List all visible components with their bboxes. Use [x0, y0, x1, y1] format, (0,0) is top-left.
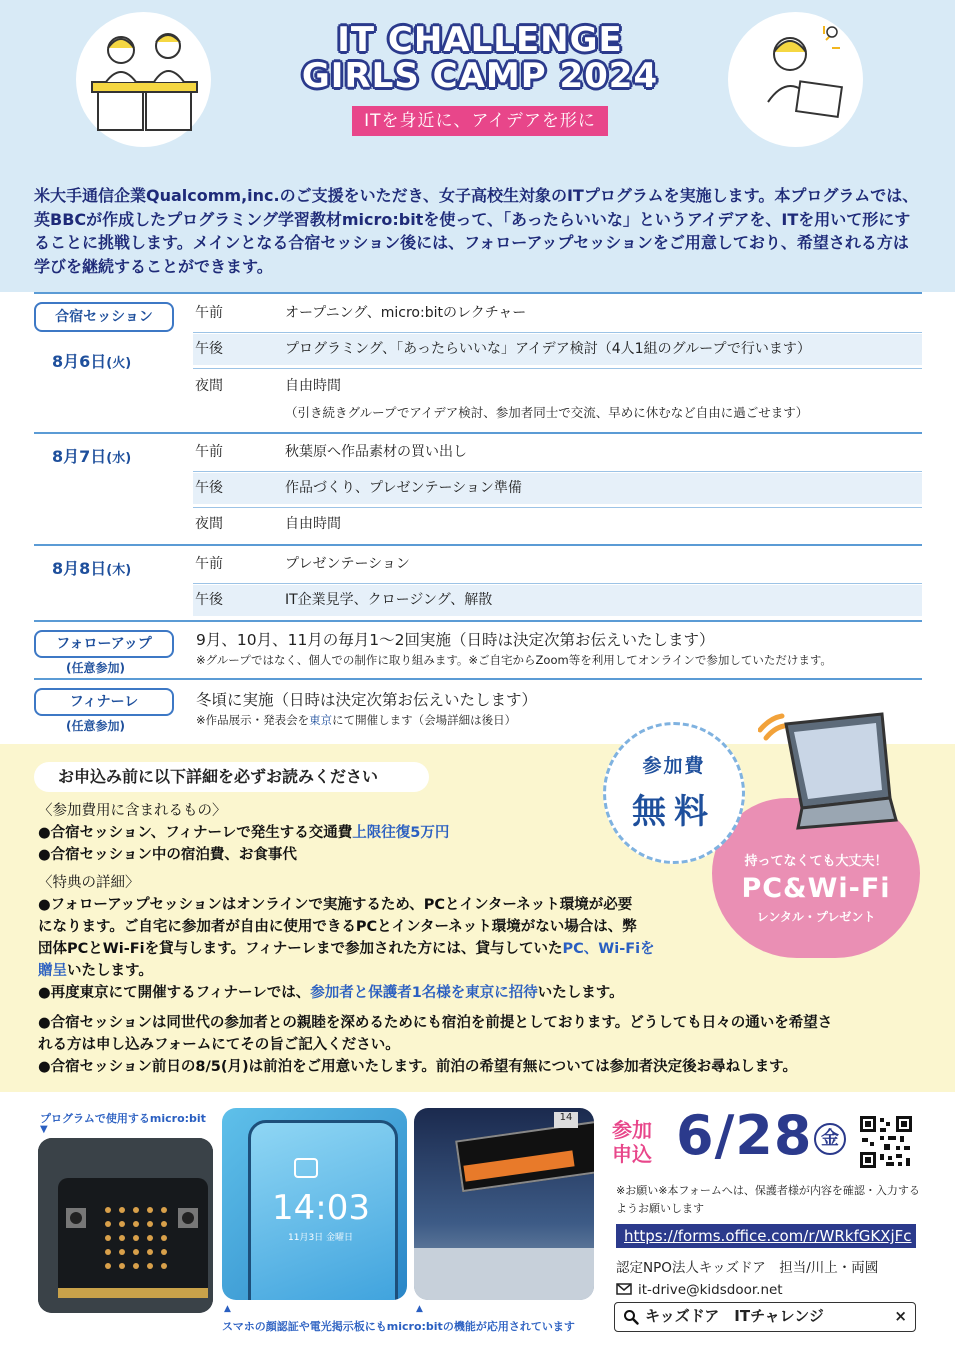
- followup-label: フォローアップ: [34, 630, 174, 658]
- benefit-heading: 〈特典の詳細〉: [38, 875, 140, 891]
- microbit-caption: プログラムで使用するmicro:bit: [40, 1112, 206, 1125]
- laptop-icon: [758, 712, 898, 830]
- divider: [34, 544, 922, 546]
- application-form-link[interactable]: https://forms.office.com/r/WRkfGKXjFc: [616, 1224, 916, 1248]
- schedule-row: 午前 プレゼンテーション: [195, 556, 410, 572]
- benefit-text: 贈呈いたします。: [38, 963, 153, 979]
- girl-laptop-illustration: [728, 12, 863, 147]
- caption-arrow: ▼: [40, 1124, 48, 1135]
- finale-text: 冬頃に実施（日時は決定次第お伝えいたします）: [196, 691, 538, 709]
- divider: [193, 368, 922, 369]
- schedule-row: 午後 IT企業見学、クロージング、解散: [193, 585, 922, 616]
- benefit-text: ●再度東京にて開催するフィナーレでは、参加者と保護者1名様を東京に招待いたします。: [38, 985, 624, 1001]
- notice-text: ●合宿セッションは同世代の参加者との親睦を深めるためにも宿泊を前提としております。どうしても日々の通いを希望さ: [38, 1015, 833, 1031]
- email-contact[interactable]: it-drive@kidsdoor.net: [616, 1282, 783, 1298]
- included-item: ●合宿セッション、フィナーレで発生する交通費上限往復5万円: [38, 825, 450, 841]
- schedule-row: 午後 プログラミング、「あったらいいな」アイデア検討（4人1組のグループで行います）: [193, 334, 922, 365]
- finale-note: ※作品展示・発表会を東京にて開催します（会場詳細は後日）: [196, 713, 517, 727]
- organization-contact: 認定NPO法人キッズドア 担当/川上・両國: [616, 1260, 879, 1276]
- divider: [193, 507, 922, 508]
- divider: [34, 620, 922, 622]
- day3-date: 8月8日(木): [52, 559, 132, 578]
- phone-date: 11月3日 金曜日: [288, 1233, 354, 1243]
- apply-label: 参加 申込: [612, 1118, 652, 1166]
- followup-note: ※グループではなく、個人での制作に取り組みます。※ご自宅からZoom等を利用してオンラインで参加していただけます。: [196, 653, 832, 667]
- day2-date: 8月7日(水): [52, 447, 132, 466]
- parent-notice: ※お願い※本フォームへは、保護者様が内容を確認・入力するようお願いします: [616, 1184, 920, 1215]
- notice-text: ●合宿セッション前日の8/5(月)は前泊をご用意いたします。前泊の希望有無については参加者決定後お尋ねします。: [38, 1059, 797, 1075]
- divider: [34, 678, 922, 680]
- benefit-text: になります。ご自宅に参加者が自由に使用できるPCとインターネット環境がない場合は、弊: [38, 919, 637, 935]
- divider: [34, 292, 922, 294]
- finale-label: フィナーレ: [34, 688, 174, 716]
- finale-optional: (任意参加): [66, 719, 125, 733]
- intro-text: 米大手通信企業Qualcomm,inc.のご支援をいただき、女子高校生対象のITプログラムを実施します。本プログラムでは、英BBCが作成したプログラミング学習教材micro:bitを使って、「あったらいいな」というアイデアを、ITを用いて形にすることに挑戦します。メインとなる合宿セッション後には、フォローアップセッションをご用意しており、希望される方は学びを継続することができます。: [34, 186, 919, 276]
- followup-optional: (任意参加): [66, 661, 125, 675]
- schedule-row: 午後 作品づくり、プレゼンテーション準備: [193, 473, 922, 504]
- notice-text: れる方は申し込みフォームにてその旨ご記入ください。: [38, 1037, 400, 1053]
- day1-night-note: （引き続きグループでアイデア検討、参加者同士で交流、早めに休むなど自由に過ごせます）: [285, 405, 809, 420]
- day1-date: 8月6日(火): [52, 352, 132, 371]
- station-sign-photo: 14: [414, 1108, 594, 1300]
- divider: [193, 332, 922, 333]
- search-icon: [623, 1309, 639, 1325]
- phone-clock: 14:03: [272, 1188, 370, 1228]
- pc-wifi-badge: 持ってなくても大丈夫！ PC&Wi-Fi レンタル・プレゼント: [712, 798, 920, 958]
- students-illustration: [76, 12, 211, 147]
- included-heading: 〈参加費用に含まれるもの〉: [38, 803, 227, 819]
- photo-caption: スマホの顔認証や電光掲示板にもmicro:bitの機能が応用されています: [222, 1320, 575, 1333]
- mail-icon: [616, 1283, 632, 1295]
- divider: [193, 583, 922, 584]
- search-query: キッズドア ITチャレンジ: [645, 1307, 824, 1325]
- divider: [193, 471, 922, 472]
- read-first-banner: お申込み前に以下詳細を必ずお読みください: [34, 762, 429, 792]
- microbit-photo: [38, 1138, 213, 1313]
- qr-code[interactable]: [858, 1114, 914, 1170]
- schedule-row: 夜間 自由時間: [195, 378, 341, 394]
- followup-text: 9月、10月、11月の毎月1～2回実施（日時は決定次第お伝えいたします）: [196, 631, 715, 649]
- schedule-row: 午前 秋葉原へ作品素材の買い出し: [195, 444, 467, 460]
- participation-fee-badge: 参加費 無料: [603, 722, 745, 864]
- close-icon[interactable]: ×: [894, 1307, 907, 1325]
- phone-photo: [222, 1108, 407, 1300]
- included-item: ●合宿セッション中の宿泊費、お食事代: [38, 847, 297, 863]
- tagline: ITを身近に、アイデアを形に: [352, 106, 608, 136]
- camp-session-label: 合宿セッション: [34, 302, 174, 332]
- benefit-text: ●フォローアップセッションはオンラインで実施するため、PCとインターネット環境が必要: [38, 897, 633, 913]
- camp-title: IT CHALLENGE GIRLS CAMP 2024: [301, 20, 659, 96]
- caption-arrow: ▲: [416, 1304, 423, 1314]
- wifi-icon: [760, 716, 784, 738]
- schedule-row: 午前 オープニング、micro:bitのレクチャー: [195, 305, 527, 321]
- lightbulb-icon: [827, 27, 837, 37]
- search-box[interactable]: [614, 1302, 916, 1332]
- schedule-row: 夜間 自由時間: [195, 516, 341, 532]
- benefit-text: 団体PCとWi-Fiを貸与します。フィナーレまで参加された方には、貸与していたPC、Wi-Fiを: [38, 941, 655, 957]
- divider: [34, 432, 922, 434]
- apply-deadline: 6/28 金: [676, 1104, 846, 1167]
- caption-arrow: ▲: [224, 1304, 231, 1314]
